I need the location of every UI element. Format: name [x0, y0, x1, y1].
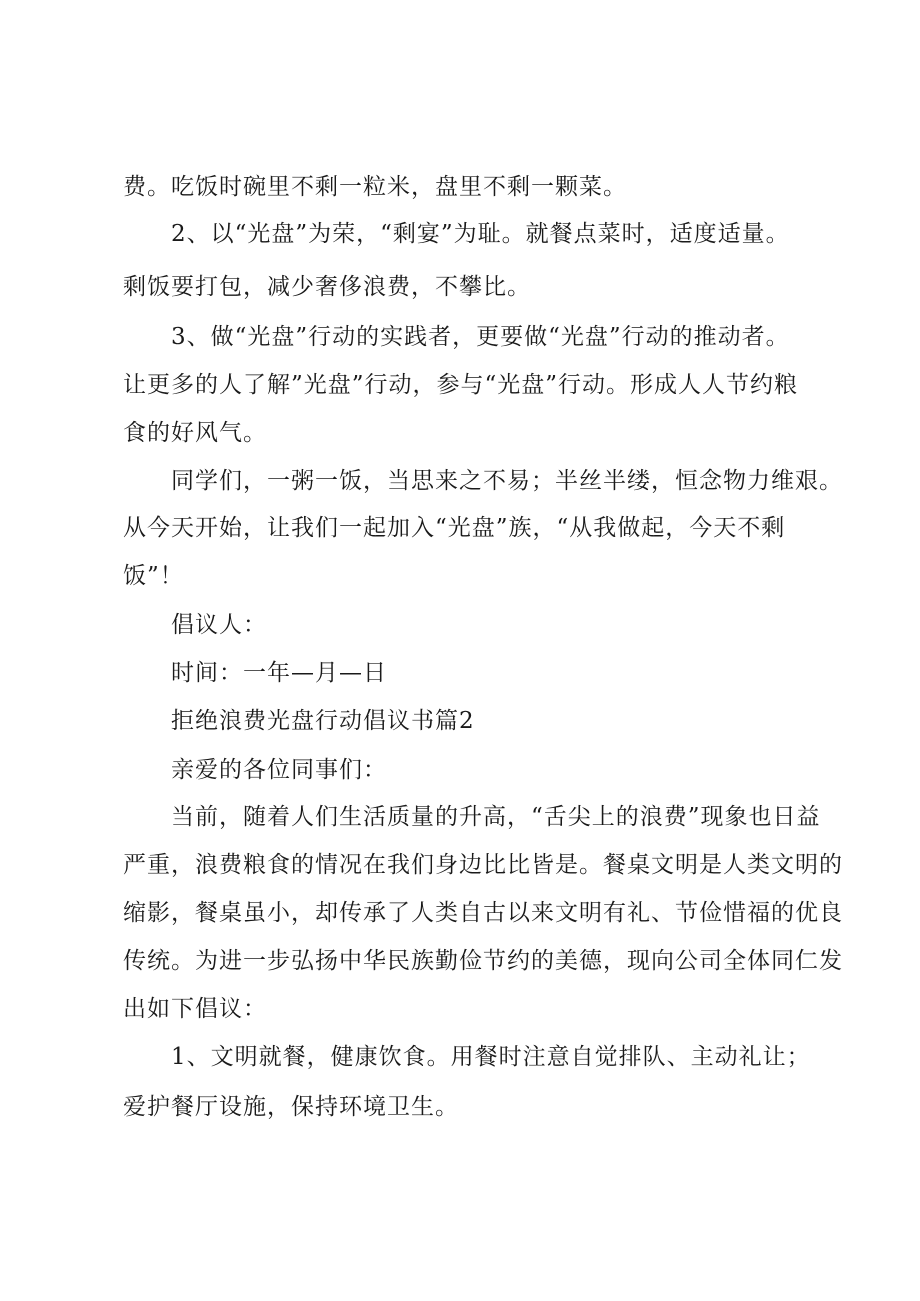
paragraph-line: 从今天开始，让我们一起加入“光盘”族，“从我做起，今天不剩	[123, 515, 786, 541]
paragraph-line: 3、做“光盘”行动的实践者，更要做“光盘”行动的推动者。	[171, 324, 790, 350]
paragraph-line: 当前，随着人们生活质量的升高，“舌尖上的浪费”现象也日益	[171, 804, 821, 830]
paragraph-line: 让更多的人了解”光盘”行动，参与“光盘”行动。形成人人节约粮	[123, 372, 799, 398]
paragraph-line: 同学们，一粥一饭，当思来之不易；半丝半缕，恒念物力维艰。	[171, 468, 843, 494]
paragraph-line: 2、以“光盘”为荣，“剩宴”为耻。就餐点菜时，适度适量。	[171, 221, 790, 247]
paragraph-line: 爱护餐厅设施，保持环境卫生。	[123, 1094, 459, 1120]
paragraph-line: 1、文明就餐，健康饮食。用餐时注意自觉排队、主动礼让；	[171, 1044, 811, 1070]
section-title: 拒绝浪费光盘行动倡议书篇2	[171, 708, 475, 734]
paragraph-line: 食的好风气。	[123, 420, 267, 446]
paragraph-line: 费。吃饭时碗里不剩一粒米，盘里不剩一颗菜。	[123, 174, 627, 200]
signature-label: 倡议人：	[171, 612, 267, 638]
paragraph-line: 严重，浪费粮食的情况在我们身边比比皆是。餐桌文明是人类文明的	[123, 852, 843, 878]
salutation: 亲爱的各位同事们：	[171, 757, 387, 783]
paragraph-line: 剩饭要打包，减少奢侈浪费，不攀比。	[123, 274, 531, 300]
paragraph-line: 缩影，餐桌虽小，却传承了人类自古以来文明有礼、节俭惜福的优良	[123, 900, 843, 926]
paragraph-line: 出如下倡议：	[123, 996, 267, 1022]
date-line: 时间：一年—月—日	[171, 660, 387, 686]
paragraph-line: 饭”！	[123, 563, 184, 589]
paragraph-line: 传统。为进一步弘扬中华民族勤俭节约的美德，现向公司全体同仁发	[123, 948, 843, 974]
